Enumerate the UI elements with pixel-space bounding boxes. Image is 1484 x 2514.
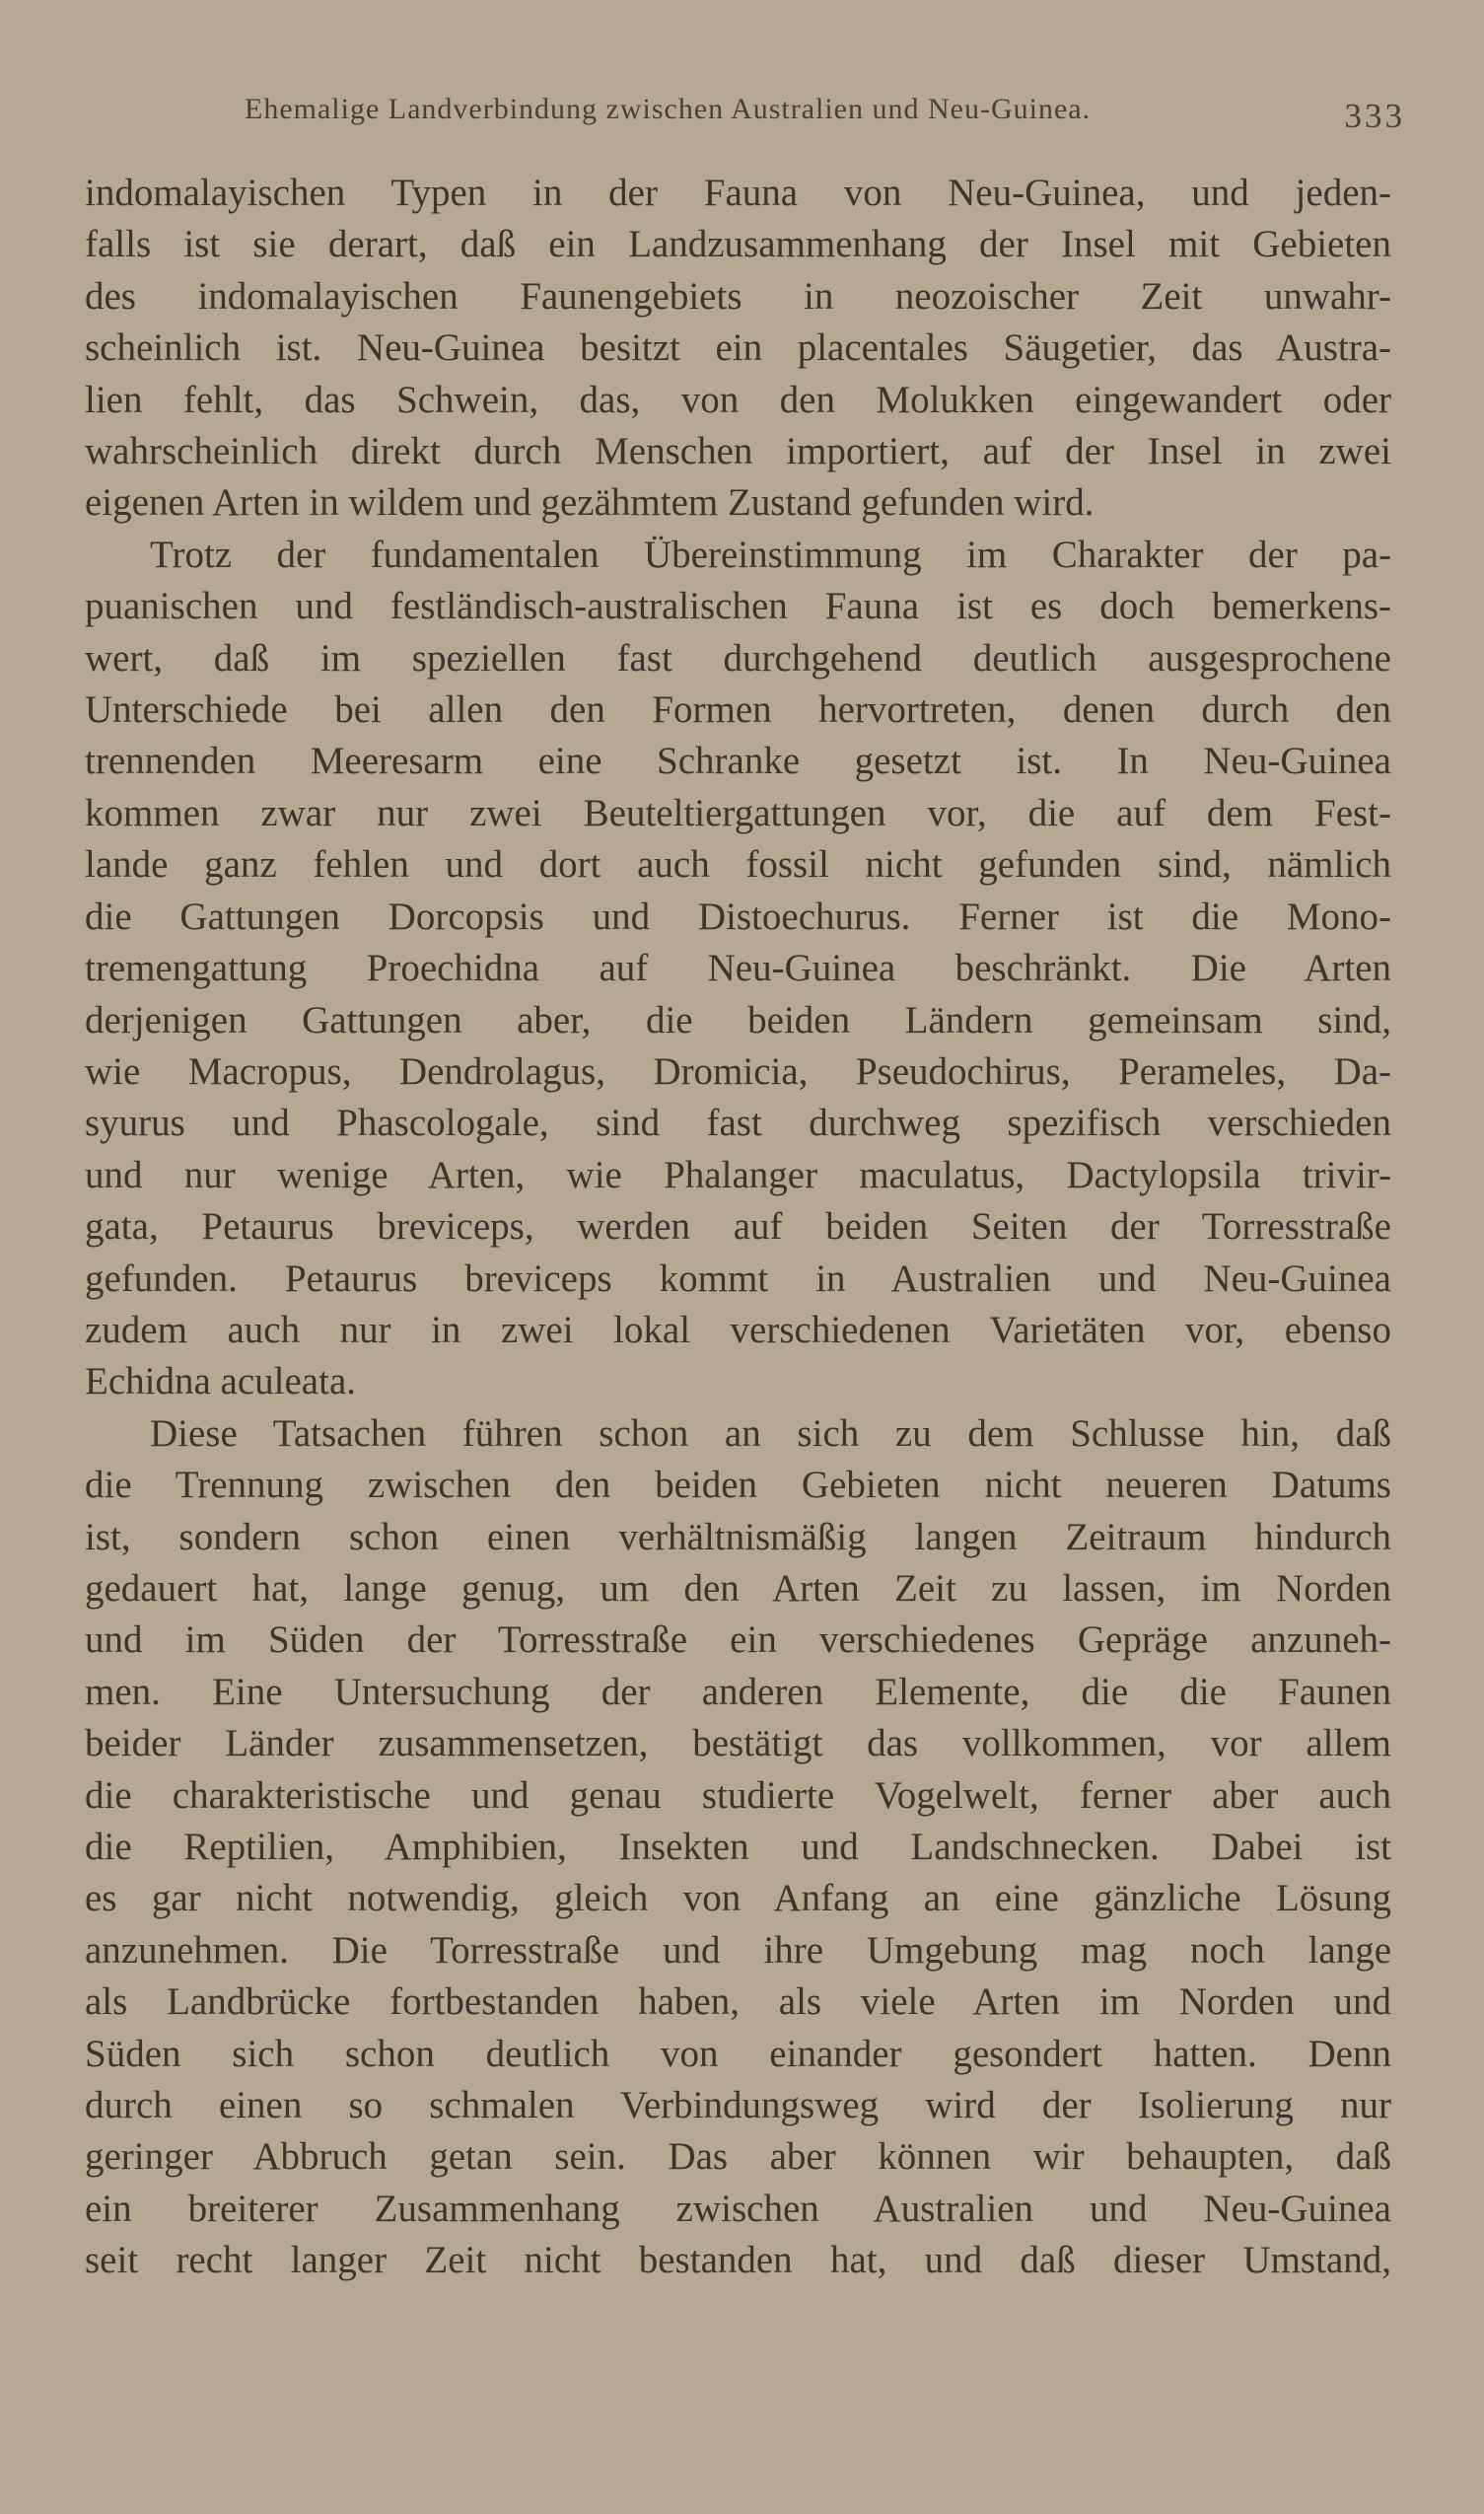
text-line: tremengattung Proechidna auf Neu-Guinea beschränkt. Die Arten: [85, 947, 1391, 990]
text-line: kommen zwar nur zwei Beuteltiergattungen vor, die auf dem Fest-: [85, 791, 1391, 834]
text-line: Trotz der fundamentalen Übereinstimmung im Charakter der pa-: [150, 533, 1391, 576]
text-line: es gar nicht notwendig, gleich von Anfang an eine gänzliche Lösung: [85, 1877, 1391, 1920]
text-line: des indomalayischen Faunengebiets in neozoischer Zeit unwahr-: [85, 274, 1391, 318]
page-number: 333: [1344, 97, 1405, 135]
text-line: die charakteristische und genau studierte Vogelwelt, ferner aber auch: [85, 1773, 1391, 1817]
text-line: syurus und Phascologale, sind fast durchweg spezifisch verschieden: [85, 1102, 1391, 1145]
text-line: seit recht langer Zeit nicht bestanden hat, und daß dieser Umstand,: [85, 2239, 1391, 2282]
text-line: Süden sich schon deutlich von einander gesondert hatten. Denn: [85, 2032, 1391, 2075]
text-line: wert, daß im speziellen fast durchgehend deutlich ausgesprochene: [85, 636, 1391, 680]
text-line: beider Länder zusammensetzen, bestätigt das vollkommen, vor allem: [85, 1722, 1391, 1765]
text-line: und im Süden der Torresstraße ein verschiedenes Gepräge anzuneh-: [85, 1618, 1391, 1662]
text-line: derjenigen Gattungen aber, die beiden Ländern gemeinsam sind,: [85, 998, 1391, 1042]
text-line: Diese Tatsachen führen schon an sich zu dem Schlusse hin, daß: [150, 1411, 1391, 1455]
running-header: [79, 83, 1405, 142]
text-line: zudem auch nur in zwei lokal verschiedenen Varietäten vor, ebenso: [85, 1308, 1391, 1351]
text-line: anzunehmen. Die Torresstraße und ihre Umgebung mag noch lange: [85, 1928, 1391, 1972]
text-line: als Landbrücke fortbestanden haben, als viele Arten im Norden und: [85, 1980, 1391, 2024]
text-line: indomalayischen Typen in der Fauna von Neu-Guinea, und jeden-: [85, 172, 1391, 214]
text-line: gata, Petaurus breviceps, werden auf beiden Seiten der Torresstraße: [85, 1205, 1391, 1249]
text-line: lien fehlt, das Schwein, das, von den Molukken eingewandert oder: [85, 378, 1391, 421]
text-line: gedauert hat, lange genug, um den Arten Zeit zu lassen, im Norden: [85, 1566, 1391, 1610]
text-line: eigenen Arten in wildem und gezähmtem Zustand gefunden wird.: [85, 481, 1095, 525]
text-line: gefunden. Petaurus breviceps kommt in Australien und Neu-Guinea: [85, 1257, 1391, 1300]
running-title: Ehemalige Landverbindung zwischen Australien und Neu-Guinea.: [245, 93, 1092, 125]
text-line: geringer Abbruch getan sein. Das aber können wir behaupten, daß: [85, 2135, 1391, 2179]
text-line: falls ist sie derart, daß ein Landzusammenhang der Insel mit Gebieten: [85, 223, 1391, 266]
text-line: Unterschiede bei allen den Formen hervortreten, denen durch den: [85, 688, 1391, 732]
text-line: trennenden Meeresarm eine Schranke gesetzt ist. In Neu-Guinea: [85, 740, 1391, 783]
text-line: lande ganz fehlen und dort auch fossil nicht gefunden sind, nämlich: [85, 843, 1391, 887]
text-line: ein breiterer Zusammenhang zwischen Australien und Neu-Guinea: [85, 2187, 1391, 2230]
text-line: die Reptilien, Amphibien, Insekten und Landschnecken. Dabei ist: [85, 1826, 1391, 1868]
text-line: men. Eine Untersuchung der anderen Elemente, die die Faunen: [85, 1670, 1391, 1713]
text-line: wahrscheinlich direkt durch Menschen importiert, auf der Insel in zwei: [85, 430, 1391, 473]
text-line: ist, sondern schon einen verhältnismäßig langen Zeitraum hindurch: [85, 1515, 1391, 1558]
body-text: [85, 168, 1391, 2287]
text-line: Echidna aculeata.: [85, 1360, 356, 1403]
text-line: die Trennung zwischen den beiden Gebieten nicht neueren Datums: [85, 1464, 1391, 1507]
text-line: die Gattungen Dorcopsis und Distoechurus. Ferner ist die Mono-: [85, 895, 1391, 938]
text-line: durch einen so schmalen Verbindungsweg wird der Isolierung nur: [85, 2084, 1391, 2127]
text-line: scheinlich ist. Neu-Guinea besitzt ein placentales Säugetier, das Austra-: [85, 326, 1391, 370]
text-line: wie Macropus, Dendrolagus, Dromicia, Pseudochirus, Perameles, Da-: [85, 1049, 1391, 1093]
text-line: und nur wenige Arten, wie Phalanger maculatus, Dactylopsila trivir-: [85, 1153, 1391, 1196]
text-line: puanischen und festländisch-australischen Fauna ist es doch bemerkens-: [85, 585, 1391, 628]
